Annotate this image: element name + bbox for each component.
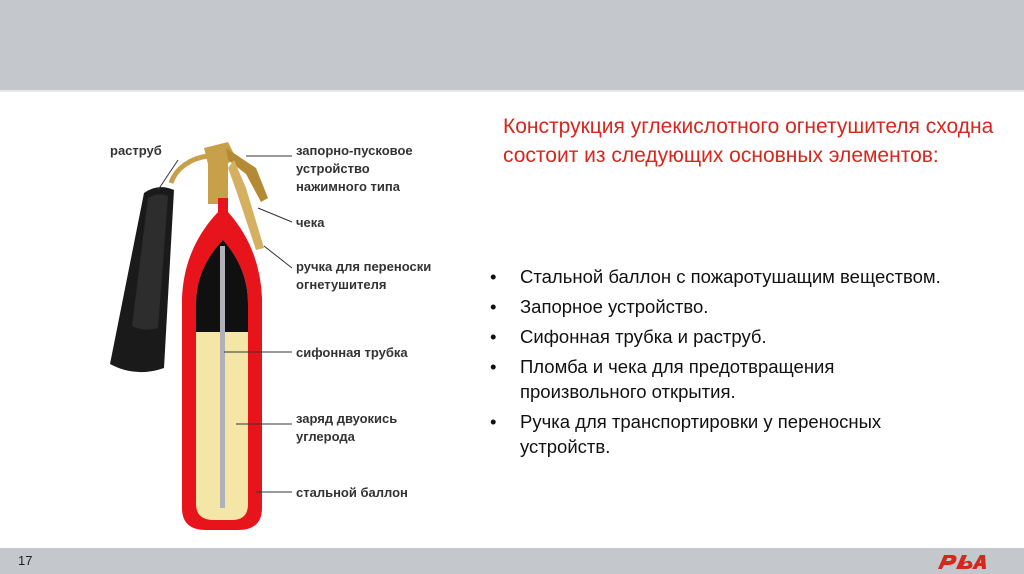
hose-tube <box>171 156 208 183</box>
slide-title: Конструкция углекислотного огнетушителя сходна состоит из следующих основных элементов: <box>503 115 994 167</box>
footer-band <box>0 548 1024 574</box>
label-valve-2: устройство <box>296 161 370 176</box>
leader-handle <box>264 246 292 268</box>
bullet-icon: • <box>490 296 497 317</box>
bullet-item <box>486 354 956 404</box>
page-number: 17 <box>18 553 33 568</box>
bullet-icon: • <box>490 266 497 287</box>
header-band <box>0 0 1024 90</box>
label-pin: чека <box>296 215 325 230</box>
bullet-item <box>486 264 956 289</box>
bullet-item <box>486 294 956 319</box>
label-charge-1: заряд двуокись <box>296 411 398 426</box>
bullet-text: Сифонная трубка и раструб. <box>520 326 767 347</box>
rzd-logo-icon <box>934 549 990 573</box>
label-handle-2: огнетушителя <box>296 277 387 292</box>
bullet-list <box>486 264 956 464</box>
bullet-icon: • <box>490 326 497 347</box>
bullet-text: Ручка для транспортировки у переносных устройств. <box>520 411 882 457</box>
bullet-icon: • <box>490 356 497 377</box>
bullet-item <box>486 409 956 459</box>
label-siphon: сифонная трубка <box>296 345 408 360</box>
header-divider <box>0 90 1024 92</box>
bullet-icon: • <box>490 411 497 432</box>
bullet-item <box>486 324 956 349</box>
label-valve-1: запорно-пусковое <box>296 143 413 158</box>
label-horn: раструб <box>110 143 162 158</box>
siphon-tube <box>220 246 225 508</box>
bullet-text: Запорное устройство. <box>520 296 709 317</box>
label-cylinder: стальной баллон <box>296 485 408 500</box>
bullet-text: Пломба и чека для предотвращения произвольного открытия. <box>520 356 835 402</box>
label-valve-3: нажимного типа <box>296 179 400 194</box>
label-handle-1: ручка для переноски <box>296 259 432 274</box>
label-charge-2: углерода <box>296 429 355 444</box>
bullet-text: Стальной баллон с пожаротушащим веществом. <box>520 266 941 287</box>
leader-pin <box>258 208 292 222</box>
extinguisher-figure <box>96 128 436 538</box>
